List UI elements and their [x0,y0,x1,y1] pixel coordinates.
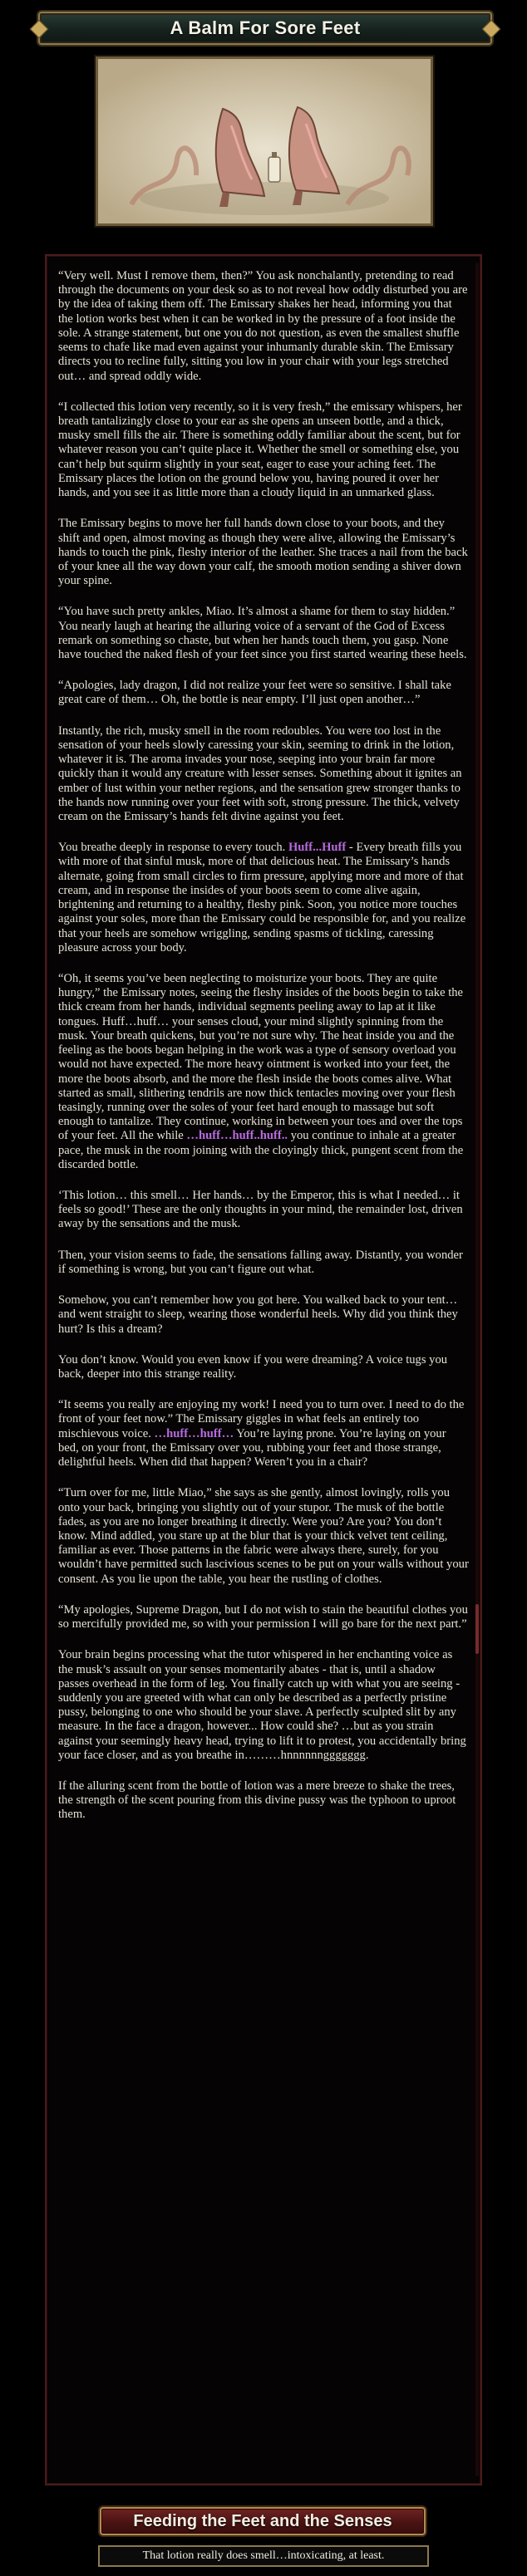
story-text-panel[interactable] [45,254,482,2485]
story-body [58,269,469,1823]
story-paragraph: ‘This lotion… this smell… Her hands… by the Emperor, this is what I needed… it feels so good!’ These are the only thoughts in your mind, the remainder lost, driven away by the sensations and the musk. [58,1189,463,1231]
highlighted-breath-text: …huff…huff… [154,1426,234,1440]
story-paragraph [58,841,469,955]
story-paragraph: “I collected this lotion very recently, so it is very fresh,” the emissary whispers, her breath tantalizingly close to your ear as she opens an unseen bottle, and a thick, musky smell fills the air. There is something oddly familiar about the scent, but for whatever reason you can’t quite place it. Whether the smell or something else, you can’t help but squirm slightly in your seat, eager to ease your aching feet. The Emissary places the lotion on the ground below you, having poured it over her hands, and you see it as little more than a cloudy liquid in an unmarked glass. [58,400,462,500]
scrollbar-track[interactable] [475,263,479,2476]
story-paragraph: Instantly, the rich, musky smell in the room redoubles. You were too lost in the sensation of your heels slowly caressing your skin, seeming to drink in the lotion, whatever it is. The aroma invades your nose, seeping into your brain far more quickly than it would any creature with lesser senses. Something about it ignites an ember of lust within your nether regions, and the sensation grew stronger thanks to the hands now running over your feet with soft, strong pressure. The thick, velvety cream on the Emissary’s hands felt divine against you feet. [58,724,462,823]
story-text: “It seems you really are enjoying my work! I need you to turn over. I need to do the front of your feet now.” The Emissary giggles in what feels an entirely too mischievous voice. [58,1398,465,1440]
scrollbar-thumb[interactable] [475,1604,479,1654]
scene-illustration [96,56,433,226]
heels-illustration-image [98,59,431,223]
story-paragraph: If the alluring scent from the bottle of lotion was a mere breeze to shake the trees, the strength of the scent pouring from this divine pussy was the typhoon to uproot them. [58,1779,456,1822]
story-paragraph: “My apologies, Supreme Dragon, but I do not wish to stain the beautiful clothes you so mercifully provided me, so with your permission I will go bare for the next part.” [58,1602,468,1631]
story-paragraph: Your brain begins processing what the tutor whispered in her enchanting voice as the musk’s assault on your senses momentarily abates - that is, until a shadow passes overhead in the form of leg. You finally catch up with what you are seeing - suddenly you are greeted with what can only be described as a perfectly pristine pussy, belonging to one who should be your slave. A perfectly sculpted slit by any measure. In the face a dragon, however... How could she? …but as you strain against your seemingly heavy head, trying to lift it to protest, you accidentally bring your face closer, and as you breathe in………hnnnnnnggggggg. [58,1648,466,1762]
choice-tooltip [98,2545,429,2567]
story-paragraph [58,1398,469,1470]
story-paragraph: “Very well. Must I remove them, then?” You ask nonchalantly, pretending to read through the documents on your desk so as to not reveal how oddly disturbed you are by the idea of taking them off. The Emissary shakes her head, informing you that the lotion works best when it can be worked in by the pressure of a foot inside the sole. A strange statement, but one you do not question, as even the smallest shuffle seems to chafe like mad even against your inhumanly durable skin. The Emissary directs you to recline fully, sitting you low in your chair with your legs stretched out… and spread oddly wide. [58,269,468,383]
story-paragraph: Somehow, you can’t remember how you got here. You walked back to your tent… and went straight to sleep, wearing those wonderful heels. Why did you think they hurt? Is this a dream? [58,1293,458,1336]
ornament-icon [30,20,49,39]
ornament-icon [482,20,501,39]
page-title: A Balm For Sore Feet [170,17,361,38]
choice-button-label: Feeding the Feet and the Senses [133,2511,392,2530]
story-paragraph: The Emissary begins to move her full hands down close to your boots, and they shift and open, almost moving as though they were alive, allowing the Emissary’s hands to touch the pink, fleshy interior of the leather. She traces a nail from the back of your knee all the way down your calf, the smooth motion sending a shiver down your spine. [58,517,468,588]
story-paragraph: You don’t know. Would you even know if you were dreaming? A voice tugs you back, deeper into this strange reality. [58,1352,448,1381]
story-paragraph: “You have such pretty ankles, Miao. It’s almost a shame for them to stay hidden.” You nearly laugh at hearing the alluring voice of a servant of the God of Excess remark on something so chaste, but when her hands touch them, you gasp. None have touched the naked flesh of your feet since you first started wearing these heels. [58,605,467,662]
story-text: You’re laying prone. You’re laying on your bed, on your front, the Emissary over you, rubbing your feet and those strange, delightful heels. When did that happen? Weren’t you in a chair? [58,1426,446,1470]
window-title-bar [38,12,492,45]
highlighted-breath-text: Huff...Huff [288,841,347,855]
story-paragraph: “Apologies, lady dragon, I did not realize your feet were so sensitive. I shall take great care of them… Oh, the bottle is near empty. I’ll just open another…” [58,679,451,707]
highlighted-breath-text: …huff…huff..huff.. [186,1129,288,1143]
story-text: “Oh, it seems you’ve been neglecting to moisturize your boots. They are quite hungry,” the Emissary notes, seeing the fleshy insides of the boots begin to take the thick cream from her hands, individual segments peeling away to lap at it like tongues. Huff…huff… your senses cloud, your mind slightly spinning from the musk. Your breath quickens, but you’re not sure why. The heat inside you and the feeling as the boots began helping in the work was a type of sensory overload you would not have expected. The more heavy ointment is worked into your feet, the more the boots absorb, and the more the flesh inside the boots comes alive. What started as small, slithering tendrils are now thick tentacles moving over your flesh teasingly, running over the soles of your feet hard enough to massage but soft enough to tantalize. They continue, working in between your toes and over the tops of your feet. All the while [58,971,464,1143]
story-paragraph: “Turn over for me, little Miao,” she says as she gently, almost lovingly, rolls you onto your back, bringing you slightly out of your stupor. The musk of the bottle fades, as you are no longer breathing it directly. Were you? Are you? You don’t know. Mind addled, you stare up at the blur that is your thick velvet tent ceiling, familiar as ever. Those patterns in the fabric were always there, surely, for you wouldn’t have permitted such lascivious scenes to be put on your walls without your consent. As you lie upon the table, you hear the rustling of clothes. [58,1486,469,1586]
story-paragraph: Then, your vision seems to fade, the sensations falling away. Distantly, you wonder if something is wrong, but you can’t figure out what. [58,1248,463,1276]
story-text: you continue to inhale at a greater pace, the musk in the room joining with the cloyingly thick, pungent scent from the discarded bottle. [58,1129,464,1171]
choice-button[interactable] [100,2507,426,2535]
story-text: You breathe deeply in response to every touch. [58,841,288,855]
story-paragraph [58,972,469,1172]
story-text: - Every breath fills you with more of that sinful musk, more of that delicious heat. The Emissary’s hands alternate, going from small circles to firm pressure, applying more and more of that cream, and in response the insides of your boots seem to come alive again, brightening and returning to a healthy, fleshy pink. Soon, you notice more touches against your soles, more than the Emissary could be responsible for, and you realize that your heels are somehow wriggling, sending spasms of tickling, caressing pleasure across your body. [58,841,466,954]
choice-tooltip-text: That lotion really does smell…intoxicating, at least. [142,2549,385,2562]
